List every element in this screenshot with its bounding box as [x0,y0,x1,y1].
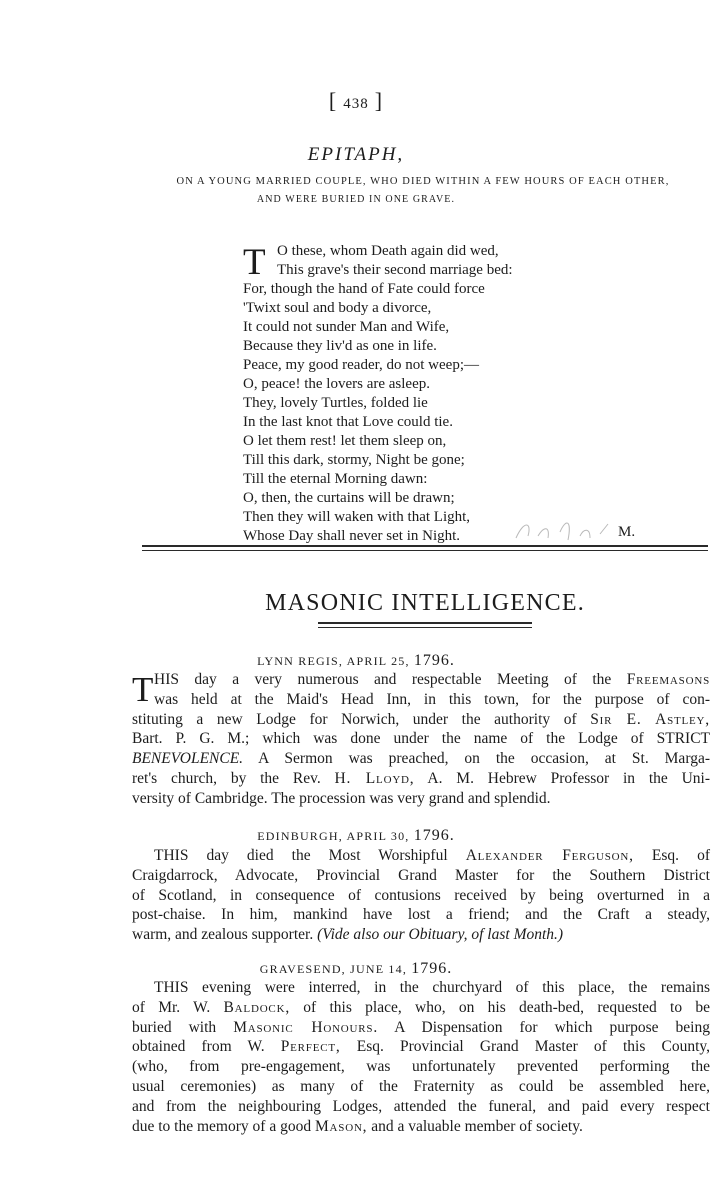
paragraph-line: warm, and zealous supporter. (Vide also our Obituary, of last Month.) [132,926,564,944]
paragraph-line: BENEVOLENCE. A Sermon was preached, on the occasion, at St. Marga- [132,750,710,768]
item-place-date: EDINBURGH, APRIL 30, [257,829,410,843]
item-year: 1796. [413,652,455,669]
paragraph-line: buried with Masonic Honours. A Dispensation for which purpose being [132,1018,710,1036]
poem-line: Till the eternal Morning dawn: [243,471,428,487]
item-dateline [0,827,712,845]
epitaph-subtitle-line1: ON A YOUNG MARRIED COUPLE, WHO DIED WITHIN A FEW HOURS OF EACH OTHER, [176,176,670,187]
paragraph-line: and from the neighbouring Lodges, attended the funeral, and paid every respect [132,1097,710,1115]
page-number-open-bracket: [ [328,88,338,113]
poem-line: It could not sunder Man and Wife, [243,319,450,335]
title-underline-thin [318,627,532,628]
paragraph-dropcap: T [132,670,154,709]
paragraph-line: HIS day a very numerous and respectable Meeting of the Freemasons [154,671,710,688]
poem-line: This grave's their second marriage bed: [277,262,513,278]
poem-dropcap: T [243,242,266,283]
paragraph-line: Craigdarrock, Advocate, Provincial Grand Master for the Southern District [132,866,710,884]
poem-line: Whose Day shall never set in Night. [243,528,461,544]
item-year: 1796. [411,960,453,977]
poem-line: For, though the hand of Fate could force [243,281,485,297]
paragraph-line: stituting a new Lodge for Norwich, under the authority of Sir E. Astley, [132,710,710,728]
title-underline-thick [318,622,532,624]
item-paragraph [132,978,710,1136]
poem-line: They, lovely Turtles, folded lie [243,395,428,411]
handwritten-annotation [510,512,620,546]
paragraph-line: due to the memory of a good Mason, and a valuable member of society. [132,1117,583,1135]
poem-line: O, peace! the lovers are asleep. [243,376,430,392]
paragraph-line: THIS evening were interred, in the churchyard of this place, the remains [154,979,710,996]
poem-line: O these, whom Death again did wed, [277,243,499,259]
page-number-value: 438 [343,96,369,112]
paragraph-line: ret's church, by the Rev. H. Lloyd, A. M. Hebrew Professor in the Uni- [132,769,710,787]
paragraph-line: of Mr. W. Baldock, of this place, who, on his death-bed, requested to be [132,998,710,1016]
poem-line: 'Twixt soul and body a divorce, [243,300,432,316]
paragraph-line: was held at the Maid's Head Inn, in this town, for the purpose of con- [154,690,710,708]
poem-line: O, then, the curtains will be drawn; [243,490,455,506]
masonic-intelligence-title: MASONIC INTELLIGENCE. [265,590,585,616]
epitaph-subtitle-line2: AND WERE BURIED IN ONE GRAVE. [256,194,456,205]
paragraph-line: (who, from pre-engagement, was unfortunately prevented performing the [132,1058,710,1076]
paragraph-line: obtained from W. Perfect, Esq. Provincial Grand Master of this County, [132,1038,710,1056]
paragraph-line: of Scotland, in consequence of contusions received by being overturned in a [132,886,710,904]
item-paragraph [132,846,710,945]
section-divider-thick [142,545,708,547]
section-divider-thin [142,550,708,551]
item-year: 1796. [413,827,455,844]
page-number [0,88,712,114]
poem-line: Because they liv'd as one in life. [243,338,437,354]
item-paragraph [132,670,710,809]
epitaph-signature: M. [618,524,636,540]
item-dateline [0,960,712,978]
item-place-date: GRAVESEND, JUNE 14, [259,962,408,976]
item-dateline [0,652,712,670]
paragraph-line: usual ceremonies) as many of the Fraternity as could be assembled here, [132,1077,710,1095]
item-place-date: LYNN REGIS, APRIL 25, [257,654,410,668]
poem-line: Till this dark, stormy, Night be gone; [243,452,465,468]
poem-line: In the last knot that Love could tie. [243,414,453,430]
epitaph-poem [243,242,573,546]
epitaph-title: EPITAPH, [307,144,405,165]
paragraph-line: THIS day died the Most Worshipful Alexander Ferguson, Esq. of [154,847,710,864]
paragraph-line: post-chaise. In him, mankind have lost a friend; and the Craft a steady, [132,906,710,924]
poem-line: Then they will waken with that Light, [243,509,471,525]
page-number-close-bracket: ] [374,88,384,113]
paragraph-line: Bart. P. G. M.; which was done under the name of the Lodge of STRICT [132,730,710,748]
poem-line: O let them rest! let them sleep on, [243,433,447,449]
paragraph-line: versity of Cambridge. The procession was very grand and splendid. [132,789,551,807]
poem-line: Peace, my good reader, do not weep;— [243,357,479,373]
